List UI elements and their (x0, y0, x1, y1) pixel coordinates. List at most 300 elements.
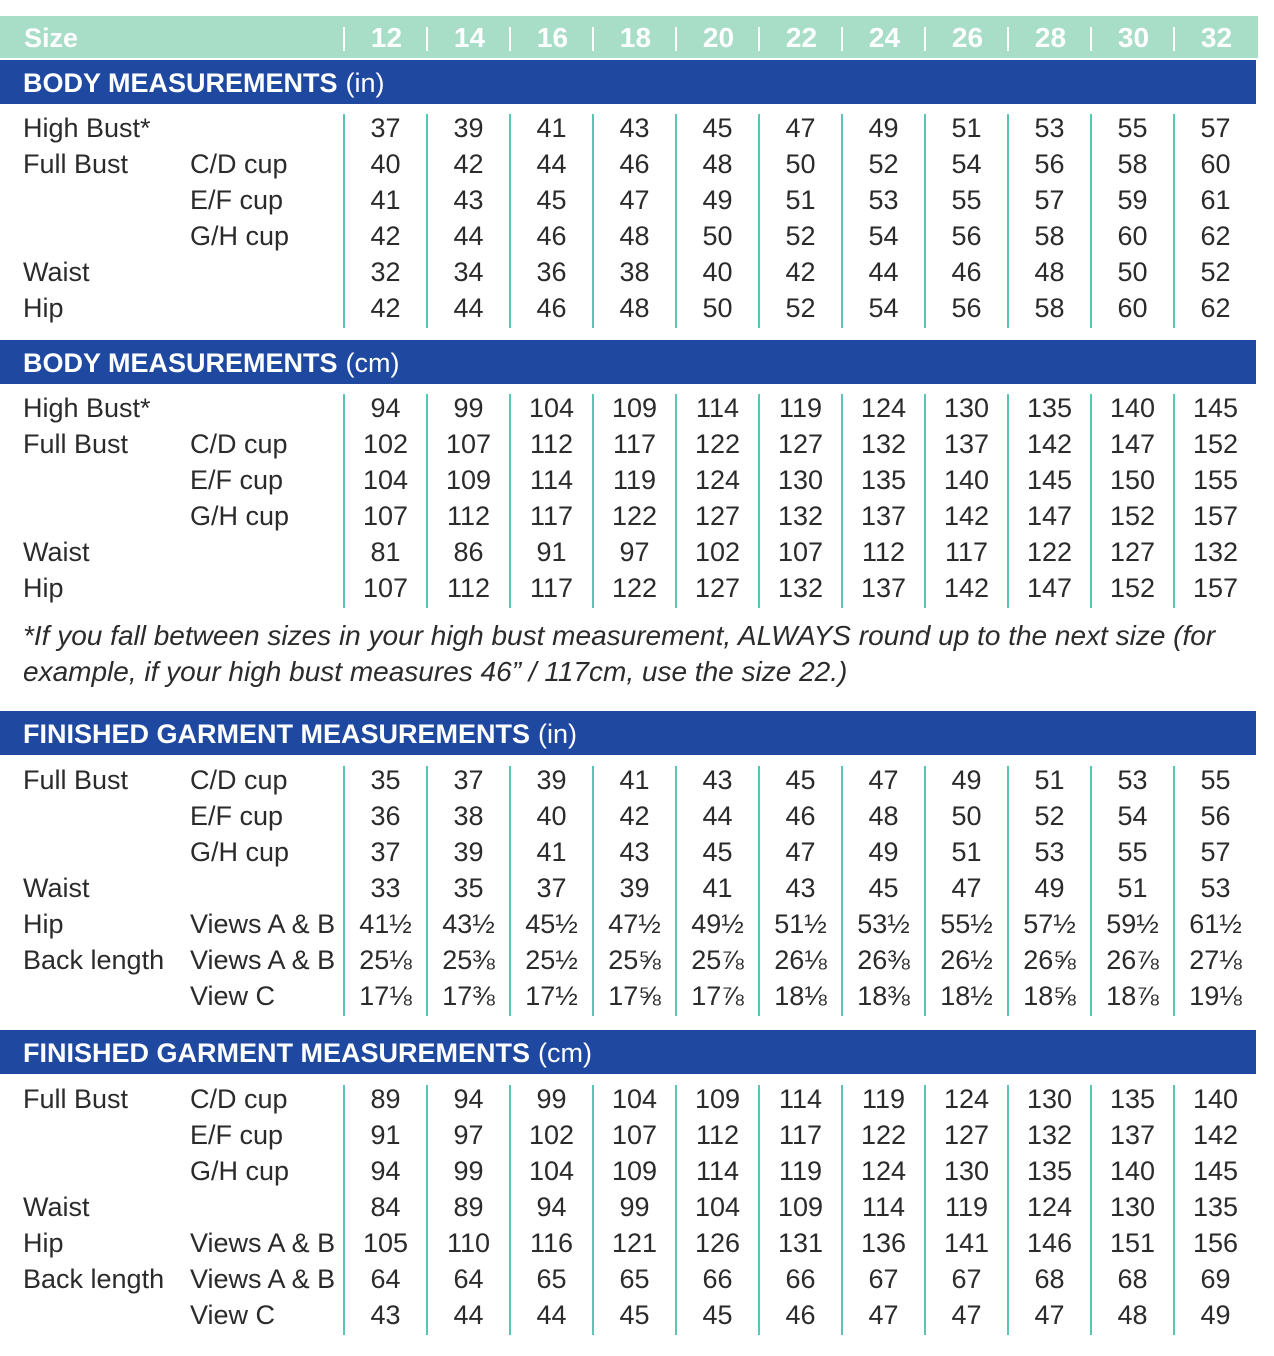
measurement-cell: 119 (944, 1192, 989, 1222)
measurement-cell: 45 (868, 873, 899, 903)
row-label: Hip (23, 1228, 64, 1258)
measurement-cell: 47 (868, 765, 899, 795)
measurement-cell: 147 (1109, 429, 1156, 459)
row-sublabel: C/D cup (190, 149, 288, 179)
measurement-cell: 151 (1109, 1228, 1156, 1258)
size-header-cell: 30 (1117, 22, 1150, 53)
measurement-cell: 18⅜ (857, 981, 910, 1011)
measurement-cell: 55 (951, 185, 982, 215)
measurement-cell: 37 (370, 113, 401, 143)
measurement-cell: 109 (777, 1192, 824, 1222)
measurement-cell: 39 (453, 837, 484, 867)
section-title (23, 340, 400, 384)
measurement-cell: 53 (1200, 873, 1231, 903)
section-band (0, 1030, 1256, 1074)
measurement-cell: 53 (868, 185, 899, 215)
measurement-cell: 147 (1026, 501, 1073, 531)
measurement-cell: 140 (943, 465, 990, 495)
measurement-cell: 52 (1034, 801, 1065, 831)
measurement-cell: 37 (370, 837, 401, 867)
row-label: Full Bust (23, 765, 129, 795)
measurement-cell: 47 (1034, 1300, 1065, 1330)
measurement-cell: 145 (1192, 1156, 1239, 1186)
row-sublabel: G/H cup (190, 221, 290, 251)
measurement-cell: 49 (702, 185, 733, 215)
row-sublabel: C/D cup (190, 765, 288, 795)
row-sublabel: G/H cup (190, 501, 290, 531)
measurement-cell: 38 (453, 801, 484, 831)
measurement-cell: 109 (445, 465, 492, 495)
row-label: Hip (23, 573, 64, 603)
measurement-cell: 135 (860, 465, 907, 495)
measurement-cell: 54 (951, 149, 982, 179)
measurement-cell: 122 (611, 573, 658, 603)
measurement-cell: 48 (619, 293, 650, 323)
measurement-cell: 91 (536, 537, 567, 567)
measurement-cell: 40 (370, 149, 401, 179)
measurement-cell: 119 (778, 1156, 823, 1186)
measurement-cell: 37 (536, 873, 567, 903)
measurement-cell: 104 (528, 1156, 575, 1186)
measurement-cell: 43 (619, 837, 650, 867)
measurement-cell: 132 (1026, 1120, 1073, 1150)
measurement-cell: 47½ (608, 909, 661, 939)
measurement-cell: 33 (370, 873, 401, 903)
measurement-cell: 145 (1192, 393, 1239, 423)
measurement-cell: 147 (1026, 573, 1073, 603)
measurement-cell: 127 (694, 573, 741, 603)
measurement-cell: 59½ (1106, 909, 1159, 939)
row-sublabel: G/H cup (190, 837, 290, 867)
measurement-cell: 56 (1200, 801, 1231, 831)
measurement-cell: 44 (868, 257, 899, 287)
measurement-cell: 140 (1109, 1156, 1156, 1186)
measurement-cell: 36 (370, 801, 401, 831)
measurement-cell: 52 (868, 149, 899, 179)
measurement-cell: 146 (1026, 1228, 1073, 1258)
measurement-cell: 53 (1034, 837, 1065, 867)
measurement-cell: 47 (868, 1300, 899, 1330)
measurement-cell: 49 (1034, 873, 1065, 903)
measurement-cell: 114 (778, 1084, 823, 1114)
section-band (0, 60, 1256, 104)
measurement-cell: 60 (1200, 149, 1231, 179)
measurement-cell: 130 (1109, 1192, 1156, 1222)
measurement-cell: 45 (702, 1300, 733, 1330)
measurement-cell: 56 (1034, 149, 1065, 179)
measurement-cell: 26⅜ (857, 945, 910, 975)
row-label: Waist (23, 537, 90, 567)
measurement-cell: 26⅝ (1023, 945, 1076, 975)
row-sublabel: Views A & B (190, 1228, 336, 1258)
measurement-cell: 42 (785, 257, 816, 287)
measurement-cell: 119 (612, 465, 657, 495)
measurement-cell: 109 (694, 1084, 741, 1114)
measurement-cell: 41 (702, 873, 733, 903)
measurement-cell: 55 (1200, 765, 1231, 795)
measurement-cell: 18⅞ (1106, 981, 1159, 1011)
measurement-cell: 42 (370, 221, 401, 251)
measurement-cell: 41 (619, 765, 650, 795)
measurement-cell: 52 (785, 221, 816, 251)
size-header-cell: 26 (951, 22, 984, 53)
measurement-cell: 127 (1109, 537, 1156, 567)
row-label: High Bust* (23, 393, 151, 423)
size-header-row (0, 16, 1258, 58)
measurement-cell: 53½ (857, 909, 910, 939)
measurement-cell: 137 (860, 501, 907, 531)
measurement-cell: 55 (1117, 113, 1148, 143)
section-title-text: FINISHED GARMENT MEASUREMENTS (23, 719, 531, 749)
measurement-cell: 122 (1026, 537, 1073, 567)
section-unit: (cm) (538, 1038, 592, 1068)
size-header-cell: 32 (1200, 22, 1233, 53)
measurement-cell: 137 (943, 429, 990, 459)
measurement-cell: 46 (785, 1300, 816, 1330)
measurement-cell: 127 (777, 429, 824, 459)
measurement-cell: 45 (702, 113, 733, 143)
row-sublabel: C/D cup (190, 1084, 288, 1114)
measurement-cell: 41½ (359, 909, 412, 939)
measurement-cell: 57 (1200, 113, 1231, 143)
measurement-cell: 46 (951, 257, 982, 287)
measurement-cell: 25½ (525, 945, 578, 975)
measurement-cell: 49 (951, 765, 982, 795)
measurement-cell: 99 (619, 1192, 650, 1222)
measurement-cell: 119 (861, 1084, 906, 1114)
measurement-cell: 46 (619, 149, 650, 179)
measurement-cell: 110 (446, 1228, 491, 1258)
measurement-cell: 122 (694, 429, 741, 459)
measurement-cell: 32 (370, 257, 401, 287)
measurement-cell: 155 (1192, 465, 1239, 495)
section-unit: (in) (538, 719, 578, 749)
measurement-cell: 102 (362, 429, 409, 459)
measurement-cell: 124 (860, 1156, 907, 1186)
measurement-cell: 36 (536, 257, 567, 287)
size-header-cell: 14 (453, 22, 486, 53)
measurement-cell: 57½ (1023, 909, 1076, 939)
measurement-cell: 112 (446, 573, 491, 603)
measurement-cell: 104 (362, 465, 409, 495)
section-unit: (in) (345, 68, 385, 98)
measurement-cell: 66 (785, 1264, 816, 1294)
row-label: Waist (23, 873, 90, 903)
measurement-cell: 135 (1026, 393, 1073, 423)
measurement-cell: 132 (860, 429, 907, 459)
measurement-cell: 114 (695, 1156, 740, 1186)
section-title-text: BODY MEASUREMENTS (23, 68, 338, 98)
measurement-cell: 99 (453, 1156, 484, 1186)
measurement-cell: 53 (1117, 765, 1148, 795)
measurement-cell: 94 (453, 1084, 484, 1114)
measurement-cell: 43 (619, 113, 650, 143)
measurement-cell: 51 (951, 837, 982, 867)
measurement-cell: 42 (370, 293, 401, 323)
measurement-cell: 38 (619, 257, 650, 287)
row-sublabel: Views A & B (190, 1264, 336, 1294)
measurement-cell: 46 (785, 801, 816, 831)
row-sublabel: E/F cup (190, 801, 284, 831)
measurement-cell: 50 (951, 801, 982, 831)
measurement-cell: 44 (536, 149, 567, 179)
measurement-cell: 124 (694, 465, 741, 495)
section-title (23, 711, 577, 755)
measurement-cell: 40 (536, 801, 567, 831)
measurement-cell: 130 (943, 1156, 990, 1186)
measurement-cell: 107 (362, 501, 409, 531)
size-header-cell: 20 (702, 22, 735, 53)
measurement-cell: 50 (1117, 257, 1148, 287)
measurement-cell: 65 (536, 1264, 567, 1294)
measurement-cell: 47 (951, 1300, 982, 1330)
measurement-cell: 105 (362, 1228, 409, 1258)
measurement-cell: 86 (453, 537, 484, 567)
row-sublabel: View C (190, 981, 276, 1011)
measurement-cell: 40 (702, 257, 733, 287)
measurement-cell: 47 (619, 185, 650, 215)
measurement-cell: 65 (619, 1264, 650, 1294)
measurement-cell: 132 (1192, 537, 1239, 567)
measurement-cell: 54 (1117, 801, 1148, 831)
measurement-cell: 141 (943, 1228, 990, 1258)
size-header-cell: 28 (1034, 22, 1067, 53)
measurement-cell: 60 (1117, 293, 1148, 323)
measurement-cell: 17⅞ (691, 981, 744, 1011)
row-sublabel: Views A & B (190, 945, 336, 975)
measurement-cell: 102 (694, 537, 741, 567)
size-header-cell: 18 (619, 22, 652, 53)
measurement-cell: 132 (777, 573, 824, 603)
measurement-cell: 145 (1026, 465, 1073, 495)
measurement-cell: 152 (1109, 573, 1156, 603)
measurement-cell: 114 (529, 465, 574, 495)
measurement-cell: 131 (777, 1228, 824, 1258)
measurement-cell: 150 (1109, 465, 1156, 495)
measurement-cell: 37 (453, 765, 484, 795)
measurement-cell: 48 (868, 801, 899, 831)
measurement-cell: 142 (943, 573, 990, 603)
section-title-text: BODY MEASUREMENTS (23, 348, 338, 378)
measurement-cell: 50 (702, 293, 733, 323)
measurement-cell: 67 (868, 1264, 899, 1294)
measurement-cell: 45 (536, 185, 567, 215)
measurement-cell: 62 (1200, 293, 1231, 323)
measurement-cell: 126 (694, 1228, 741, 1258)
measurement-cell: 26⅛ (774, 945, 827, 975)
measurement-cell: 18⅝ (1023, 981, 1076, 1011)
measurement-cell: 91 (370, 1120, 401, 1150)
measurement-cell: 142 (1192, 1120, 1239, 1150)
measurement-cell: 51 (1117, 873, 1148, 903)
measurement-cell: 48 (1117, 1300, 1148, 1330)
measurement-cell: 107 (611, 1120, 658, 1150)
measurement-cell: 66 (702, 1264, 733, 1294)
measurement-cell: 49 (868, 837, 899, 867)
measurement-cell: 117 (612, 429, 657, 459)
measurement-cell: 140 (1109, 393, 1156, 423)
measurement-cell: 137 (860, 573, 907, 603)
measurement-cell: 25⅝ (608, 945, 661, 975)
row-label: Waist (23, 1192, 90, 1222)
measurement-cell: 54 (868, 293, 899, 323)
measurement-cell: 117 (529, 573, 574, 603)
measurement-cell: 39 (536, 765, 567, 795)
measurement-cell: 41 (536, 837, 567, 867)
measurement-cell: 94 (370, 393, 401, 423)
measurement-cell: 59 (1117, 185, 1148, 215)
measurement-cell: 69 (1200, 1264, 1231, 1294)
row-sublabel: C/D cup (190, 429, 288, 459)
measurement-cell: 112 (529, 429, 574, 459)
row-label: Waist (23, 257, 90, 287)
section-unit: (cm) (345, 348, 400, 378)
measurement-cell: 25⅞ (691, 945, 744, 975)
measurement-cell: 17⅛ (359, 981, 412, 1011)
row-sublabel: View C (190, 1300, 276, 1330)
measurement-cell: 17⅝ (608, 981, 661, 1011)
measurement-cell: 116 (529, 1228, 574, 1258)
measurement-cell: 97 (619, 537, 650, 567)
measurement-cell: 99 (536, 1084, 567, 1114)
measurement-cell: 142 (943, 501, 990, 531)
measurement-cell: 50 (785, 149, 816, 179)
measurement-cell: 35 (453, 873, 484, 903)
measurement-cell: 68 (1117, 1264, 1148, 1294)
measurement-cell: 42 (453, 149, 484, 179)
measurement-cell: 122 (611, 501, 658, 531)
size-header-cell: 12 (370, 22, 403, 53)
measurement-cell: 64 (370, 1264, 401, 1294)
measurement-cell: 102 (528, 1120, 575, 1150)
measurement-cell: 44 (536, 1300, 567, 1330)
measurement-cell: 109 (611, 1156, 658, 1186)
measurement-cell: 48 (619, 221, 650, 251)
measurement-cell: 58 (1034, 293, 1065, 323)
section-title (23, 60, 385, 104)
measurement-cell: 112 (695, 1120, 740, 1150)
measurement-cell: 49½ (691, 909, 744, 939)
measurement-cell: 121 (611, 1228, 658, 1258)
measurement-cell: 124 (860, 393, 907, 423)
measurement-cell: 46 (536, 293, 567, 323)
measurement-cell: 107 (445, 429, 492, 459)
measurement-cell: 58 (1034, 221, 1065, 251)
measurement-cell: 114 (695, 393, 740, 423)
measurement-cell: 135 (1192, 1192, 1239, 1222)
measurement-cell: 61½ (1189, 909, 1242, 939)
measurement-cell: 18⅛ (774, 981, 827, 1011)
measurement-cell: 64 (453, 1264, 484, 1294)
measurement-cell: 130 (777, 465, 824, 495)
measurement-cell: 122 (860, 1120, 907, 1150)
measurement-cell: 49 (868, 113, 899, 143)
measurement-cell: 43 (370, 1300, 401, 1330)
measurement-cell: 50 (702, 221, 733, 251)
size-header-cell: 16 (536, 22, 569, 53)
measurement-cell: 84 (370, 1192, 401, 1222)
measurement-cell: 119 (778, 393, 823, 423)
measurement-cell: 57 (1034, 185, 1065, 215)
measurement-cell: 94 (536, 1192, 567, 1222)
measurement-cell: 109 (611, 393, 658, 423)
measurement-cell: 117 (778, 1120, 823, 1150)
measurement-cell: 124 (943, 1084, 990, 1114)
measurement-cell: 57 (1200, 837, 1231, 867)
row-label: Full Bust (23, 149, 129, 179)
measurement-cell: 136 (860, 1228, 907, 1258)
measurement-cell: 156 (1192, 1228, 1239, 1258)
measurement-cell: 47 (785, 113, 816, 143)
measurement-cell: 45 (702, 837, 733, 867)
measurement-cell: 44 (453, 1300, 484, 1330)
measurement-cell: 60 (1117, 221, 1148, 251)
measurement-cell: 137 (1109, 1120, 1156, 1150)
measurement-cell: 53 (1034, 113, 1065, 143)
measurement-cell: 25⅜ (442, 945, 495, 975)
measurement-cell: 61 (1200, 185, 1231, 215)
measurement-cell: 127 (943, 1120, 990, 1150)
row-label: Back length (23, 945, 165, 975)
measurement-cell: 104 (611, 1084, 658, 1114)
measurement-cell: 51 (785, 185, 816, 215)
row-sublabel: Views A & B (190, 909, 336, 939)
measurement-cell: 41 (370, 185, 401, 215)
row-sublabel: E/F cup (190, 185, 284, 215)
row-label: High Bust* (23, 113, 151, 143)
measurement-cell: 43 (453, 185, 484, 215)
measurement-cell: 152 (1192, 429, 1239, 459)
measurement-cell: 132 (777, 501, 824, 531)
measurement-cell: 117 (529, 501, 574, 531)
measurement-cell: 55½ (940, 909, 993, 939)
measurement-cell: 54 (868, 221, 899, 251)
measurement-cell: 47 (951, 873, 982, 903)
measurement-cell: 35 (370, 765, 401, 795)
measurement-cell: 51½ (774, 909, 827, 939)
measurement-cell: 56 (951, 221, 982, 251)
measurement-cell: 43 (702, 765, 733, 795)
measurement-cell: 157 (1192, 501, 1239, 531)
section-band (0, 711, 1256, 755)
row-sublabel: G/H cup (190, 1156, 290, 1186)
measurement-cell: 27⅛ (1189, 945, 1242, 975)
measurement-cell: 99 (453, 393, 484, 423)
measurement-cell: 43 (785, 873, 816, 903)
measurement-cell: 44 (453, 221, 484, 251)
measurement-cell: 130 (1026, 1084, 1073, 1114)
size-header-cell: 24 (868, 22, 901, 53)
measurement-cell: 135 (1026, 1156, 1073, 1186)
measurement-cell: 67 (951, 1264, 982, 1294)
measurement-cell: 44 (702, 801, 733, 831)
measurement-cell: 18½ (940, 981, 993, 1011)
measurement-cell: 157 (1192, 573, 1239, 603)
measurement-cell: 107 (777, 537, 824, 567)
section-title-text: FINISHED GARMENT MEASUREMENTS (23, 1038, 531, 1068)
measurement-cell: 68 (1034, 1264, 1065, 1294)
high-bust-footnote: *If you fall between sizes in your high bust measurement, ALWAYS round up to the next size (for example, if your high bust measures 46” / 117cm, use the size 22.) (23, 620, 1216, 687)
measurement-cell: 104 (694, 1192, 741, 1222)
row-label: Full Bust (23, 429, 129, 459)
measurement-cell: 25⅛ (359, 945, 412, 975)
measurement-cell: 43½ (442, 909, 495, 939)
measurement-cell: 39 (453, 113, 484, 143)
measurement-cell: 52 (785, 293, 816, 323)
measurement-cell: 56 (951, 293, 982, 323)
measurement-cell: 48 (1034, 257, 1065, 287)
measurement-cell: 17⅜ (442, 981, 495, 1011)
